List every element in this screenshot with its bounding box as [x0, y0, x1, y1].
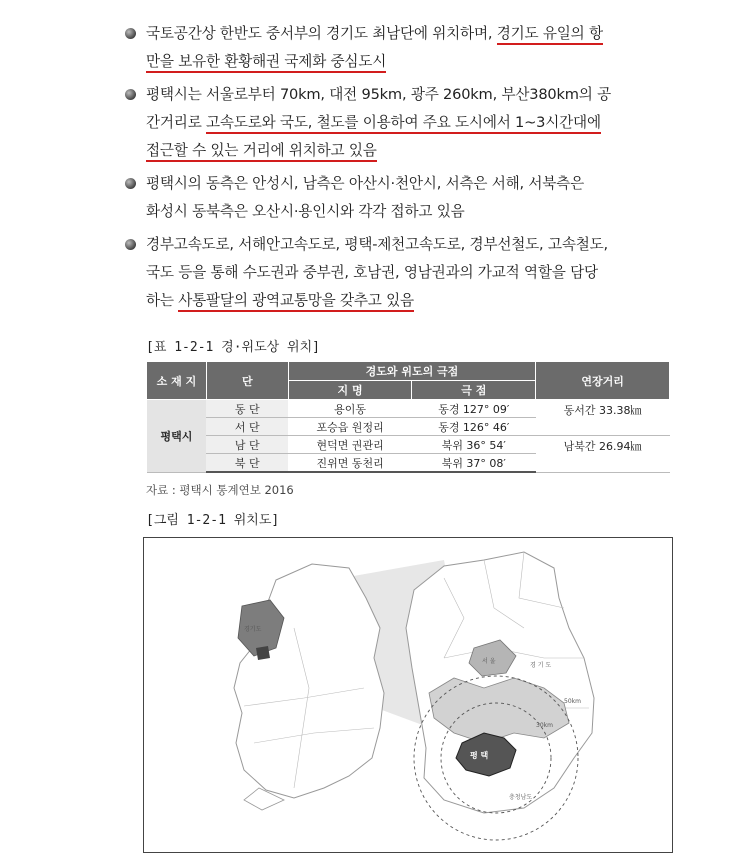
- map-graphic: [144, 538, 672, 852]
- bullet-line: [146, 259, 684, 287]
- bullet-line: [146, 287, 684, 315]
- header-extent: 연장거리: [536, 362, 670, 400]
- bullet-text: 간거리로: [146, 114, 207, 131]
- point-cell: 북위 37° 08′: [412, 454, 536, 473]
- place-cell: 현덕면 권관리: [288, 436, 412, 454]
- bullet-line: [146, 81, 684, 109]
- header-place: 지 명: [288, 381, 412, 400]
- bullet-list: [124, 20, 684, 320]
- bullet-line: [146, 137, 684, 165]
- place-cell: 진위면 동천리: [288, 454, 412, 473]
- figure-caption: [그림 1-2-1 위치도]: [146, 513, 280, 528]
- bullet-item: [124, 81, 684, 165]
- extent-ew-cell: 동서간 33.38㎞: [536, 400, 670, 436]
- point-cell: 동경 127° 09′: [412, 400, 536, 418]
- underlined-text: 접근할 수 있는 거리에 위치하고 있음: [146, 142, 377, 162]
- underlined-text: 만을 보유한 환황해권 국제화 중심도시: [146, 53, 386, 73]
- bullet-icon: [125, 178, 136, 189]
- direction-cell: 남 단: [206, 436, 288, 454]
- location-map: [143, 537, 673, 853]
- place-cell: 포승읍 원정리: [288, 418, 412, 436]
- header-end: 단: [206, 362, 288, 400]
- bullet-line: [146, 198, 684, 226]
- bullet-line: [146, 231, 684, 259]
- bullet-text: 경부고속도로, 서해안고속도로, 평택-제천고속도로, 경부선철도, 고속철도,: [146, 236, 608, 253]
- bullet-item: [124, 170, 684, 226]
- bullet-text: 화성시 동북측은 오산시·용인시와 각각 접하고 있음: [146, 203, 465, 220]
- bullet-icon: [125, 28, 136, 39]
- bullet-line: [146, 109, 684, 137]
- point-cell: 동경 126° 46′: [412, 418, 536, 436]
- bullet-icon: [125, 239, 136, 250]
- point-cell: 북위 36° 54′: [412, 436, 536, 454]
- bullet-text: 국토공간상 한반도 중서부의 경기도 최남단에 위치하며,: [146, 25, 497, 42]
- bullet-line: [146, 20, 684, 48]
- bullet-text: 국도 등을 통해 수도권과 중부권, 호남권, 영남권과의 가교적 역할을 담당: [146, 264, 598, 281]
- bullet-line: [146, 170, 684, 198]
- header-point: 극 점: [412, 381, 536, 400]
- bullet-text: 평택시는 서울로부터 70km, 대전 95km, 광주 260km, 부산380km의 공: [146, 86, 612, 103]
- gyeonggi-small-label: 경기도: [244, 626, 262, 633]
- direction-cell: 서 단: [206, 418, 288, 436]
- bullet-line: [146, 48, 684, 76]
- korea-outline: [234, 564, 384, 798]
- direction-cell: 북 단: [206, 454, 288, 473]
- direction-cell: 동 단: [206, 400, 288, 418]
- bullet-item: [124, 231, 684, 315]
- underlined-text: 사통팔달의 광역교통망을 갖추고 있음: [178, 292, 414, 312]
- place-cell: 용이동: [288, 400, 412, 418]
- underlined-text: 경기도 유일의 항: [497, 25, 603, 45]
- header-location: 소 재 지: [147, 362, 207, 400]
- gyeonggi-label: 경 기 도: [530, 662, 552, 669]
- table-source: 자료 : 평택시 통계연보 2016: [146, 483, 294, 497]
- pyeongtaek-small-shape: [256, 646, 270, 660]
- bullet-item: [124, 20, 684, 76]
- chungnam-label: 충청남도: [509, 794, 533, 801]
- bullet-text: 하는: [146, 292, 179, 309]
- bullet-text: 평택시의 동측은 안성시, 남측은 아산시·천안시, 서측은 서해, 서북측은: [146, 175, 584, 192]
- table-caption: [표 1-2-1 경·위도상 위치]: [146, 340, 320, 355]
- extent-ns-cell: 남북간 26.94㎞: [536, 436, 670, 473]
- km50-label: 50km: [564, 698, 581, 705]
- header-extremes: 경도와 위도의 극점: [288, 362, 536, 381]
- km30-label: 30km: [536, 722, 553, 729]
- location-table: [146, 361, 670, 473]
- seoul-label: 서 울: [482, 658, 496, 665]
- underlined-text: 고속도로와 국도, 철도를 이용하여 주요 도시에서 1~3시간대에: [206, 114, 601, 134]
- bullet-icon: [125, 89, 136, 100]
- pyeongtaek-label: 평 택: [470, 751, 489, 760]
- city-cell: 평택시: [147, 400, 207, 473]
